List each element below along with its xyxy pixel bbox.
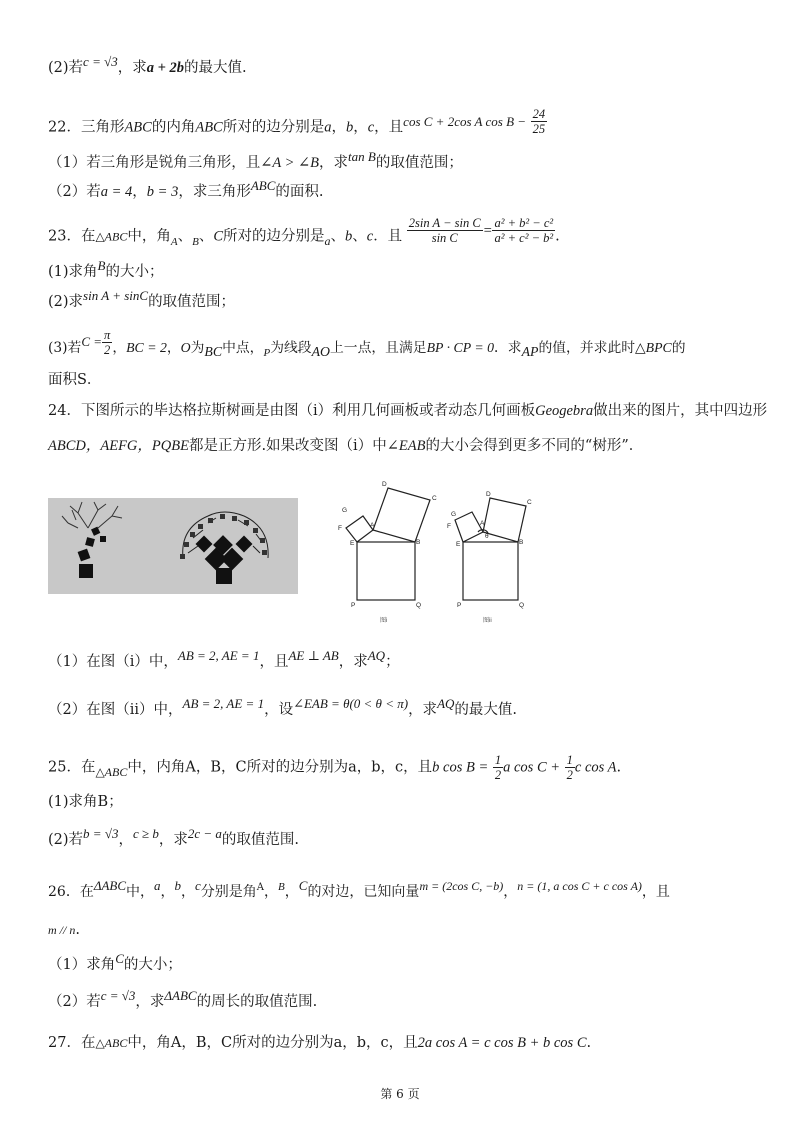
- q23-part3-cont: 面积S．: [48, 372, 102, 388]
- figure-i-and-ii: [320, 470, 560, 630]
- q21-part2: (2)若c = √3，求a + 2b的最大值.: [48, 54, 247, 76]
- q22-part1: （1）若三角形是锐角三角形，且∠A > ∠B，求tan B的取值范围；: [48, 149, 463, 171]
- q24-stem: 24．下图所示的毕达格拉斯树画是由图（i）利用几何画板或者动态几何画板Geogebra做出来的图片，其中四边形: [48, 403, 768, 419]
- pythagoras-tree-drawings: [48, 498, 298, 594]
- q24-stem-cont: ABCD，AEFG，PQBE都是正方形.如果改变图（i）中∠EAB的大小会得到更多不同的“树形”．: [48, 438, 644, 454]
- q22-part2: （2）若a = 4，b = 3，求三角形ABC的面积.: [48, 178, 324, 200]
- fig2-label: 图ii: [483, 618, 492, 624]
- svg-text:B: B: [416, 539, 421, 546]
- q23-part3: (3)若C = $\frac{\pi}{2}$ ，BC = 2，O为BC中点，$_P$为线段AO上一点，且满足BP · CP = 0．求AP的值，并求此时△BPC的: [48, 328, 686, 359]
- svg-text:A: A: [370, 522, 375, 529]
- svg-text:F: F: [447, 523, 451, 530]
- svg-text:E: E: [456, 541, 461, 548]
- svg-text:D: D: [382, 481, 387, 488]
- q23-stem: 23．在△ABC中，角$_A$、$_B$、C所对的边分别是$_a$、b、c．且 $\frac{\text{2sin A − sin C}}{\text{sin C}}$ = $\frac{\text{a² + b² − c²}}{\text{a² + c² − b²}}$ .: [48, 216, 560, 248]
- q27-stem: 27．在△ABC中，角A，B，C所对的边分别为a，b，c，且2a cos A = c cos B + b cos C.: [48, 1035, 592, 1051]
- q25-part1: (1)求角B；: [48, 794, 123, 810]
- page-footer: 第 6 页: [380, 1087, 420, 1101]
- q24-part1: （1）在图（i）中，AB = 2, AE = 1，且AE ⊥ AB，求AQ；: [48, 648, 400, 670]
- svg-text:F: F: [338, 525, 342, 532]
- svg-text:P: P: [351, 602, 356, 609]
- svg-text:B: B: [519, 539, 524, 546]
- svg-text:θ: θ: [485, 533, 489, 540]
- svg-text:E: E: [350, 540, 355, 547]
- svg-text:Q: Q: [519, 602, 525, 609]
- q23-part2: (2)求sin A + sinC的取值范围；: [48, 288, 236, 310]
- q26-part1: （1）求角C的大小；: [48, 951, 182, 973]
- svg-text:Q: Q: [416, 602, 422, 609]
- q22-stem: 22．三角形ABC的内角ABC所对的边分别是a，b，c，且cos C + 2cos A cos B − $\frac{24}{25}$: [48, 107, 546, 136]
- q25-stem: 25．在$_{\triangle ABC}$中，内角A，B，C所对的边分别为a，b，c，且b cos B = $\frac{1}{2}$ a cos C + $\frac{1}{2}$ c cos A.: [48, 753, 622, 782]
- q26-part2: （2）若c = √3，求ΔABC的周长的取值范围.: [48, 988, 318, 1010]
- fig1-label: 图i: [380, 618, 388, 624]
- q26-stem-cont: m // n.: [48, 922, 80, 938]
- q26-stem: 26．在ΔABC中，a，b，c分别是角$^A$，$^B$，C的对边，已知向量m = (2cos C, −b)，n = (1, a cos C + c cos A)，且: [48, 878, 670, 900]
- q25-part2: (2)若b = √3，c ≥ b，求2c − a的取值范围.: [48, 826, 300, 848]
- q24-part2: （2）在图（ii）中，AB = 2, AE = 1，设∠EAB = θ(0 < θ < π)，求AQ的最大值.: [48, 696, 518, 718]
- svg-text:C: C: [527, 499, 532, 506]
- svg-text:G: G: [342, 507, 348, 514]
- svg-text:D: D: [486, 491, 491, 498]
- svg-text:P: P: [457, 602, 462, 609]
- svg-text:A: A: [480, 520, 485, 527]
- q23-part1: (1)求角B的大小；: [48, 258, 164, 280]
- svg-text:G: G: [451, 511, 457, 518]
- pythagoras-tree-photo: [48, 498, 298, 594]
- svg-text:C: C: [432, 495, 437, 502]
